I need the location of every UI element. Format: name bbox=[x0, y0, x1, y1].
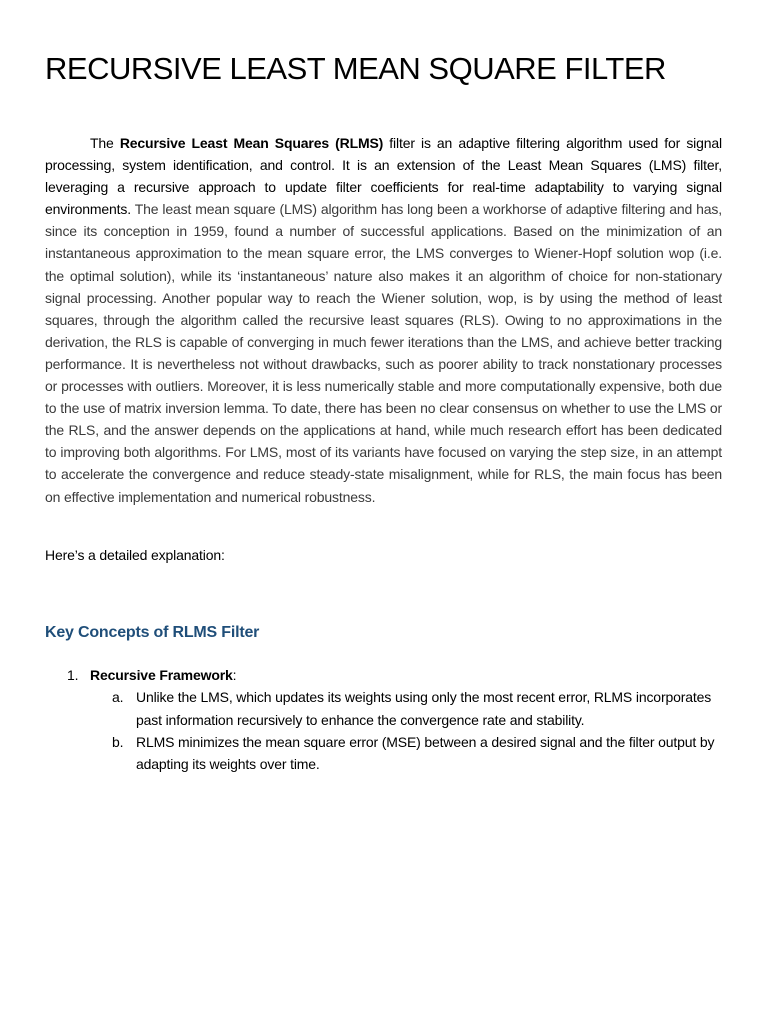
lead-in-text: Here’s a detailed explanation: bbox=[45, 547, 225, 563]
document-title: RECURSIVE LEAST MEAN SQUARE FILTER bbox=[45, 51, 666, 86]
section-heading: Key Concepts of RLMS Filter bbox=[45, 624, 260, 641]
sub-list-item-text: Unlike the LMS, which updates its weights using only the most recent error, RLMS incorporates past information recursively to enhance the convergence rate and stability. bbox=[136, 689, 712, 728]
concepts-list bbox=[45, 664, 722, 775]
intro-paragraph bbox=[45, 132, 722, 508]
list-item bbox=[45, 664, 722, 775]
list-item-label: Recursive Framework bbox=[90, 667, 233, 683]
list-item-number: 1. bbox=[67, 667, 79, 683]
sub-list-item-letter: b. bbox=[112, 733, 124, 750]
intro-bold-term: Recursive Least Mean Squares (RLMS) bbox=[119, 135, 384, 151]
sub-list-item-text: RLMS minimizes the mean square error (MSE) between a desired signal and the filter output by adapting its weights over time. bbox=[136, 733, 715, 773]
intro-background: The least mean square (LMS) algorithm has long been a workhorse of adaptive filtering and has, since its conception in 1959, found a number of successful applications. Based on the minimization of an instantaneous approximation to the mean square error, the LMS converges to Wiener-Hopf solution wop (i.e. the optimal solution), while its ‘instantaneous’ nature also makes it an algorithm of choice for non-stationary signal processing. Another popular way to reach the Wiener solution, wop, is by using the method of least squares, through the algorithm called the recursive least squares (RLS). Owing to no approximations in the derivation, the RLS is capable of converging in much fewer iterations than the LMS, and achieve better tracking performance. It is nevertheless not without drawbacks, such as poorer ability to track nonstationary processes or processes with outliers. Moreover, it is less numerically stable and more computationally expensive, both due to the use of matrix inversion lemma. To date, there has been no clear consensus on whether to use the LMS or the RLS, and the answer depends on the applications at hand, while much research effort has been dedicated to improving both algorithms. For LMS, most of its variants have focused on varying the step size, in an attempt to accelerate the convergence and reduce steady-state misalignment, while for RLS, the main focus has been on effective implementation and numerical robustness. bbox=[45, 201, 722, 505]
intro-summary: filter is an adaptive filtering algorithm used for signal processing, system identification, and control. It is an extension of the Least Mean Squares (LMS) filter, leveraging a recursive approach to update filter coefficients for real-time adaptability to varying signal environments. bbox=[45, 135, 722, 218]
list-item-suffix: : bbox=[232, 667, 237, 683]
intro-prefix: The bbox=[90, 135, 120, 151]
sub-list bbox=[90, 686, 722, 775]
sub-list-item bbox=[90, 686, 716, 731]
list-item-label-wrap bbox=[90, 667, 236, 683]
sub-list-item-letter: a. bbox=[112, 689, 124, 706]
sub-list-item bbox=[90, 731, 716, 776]
